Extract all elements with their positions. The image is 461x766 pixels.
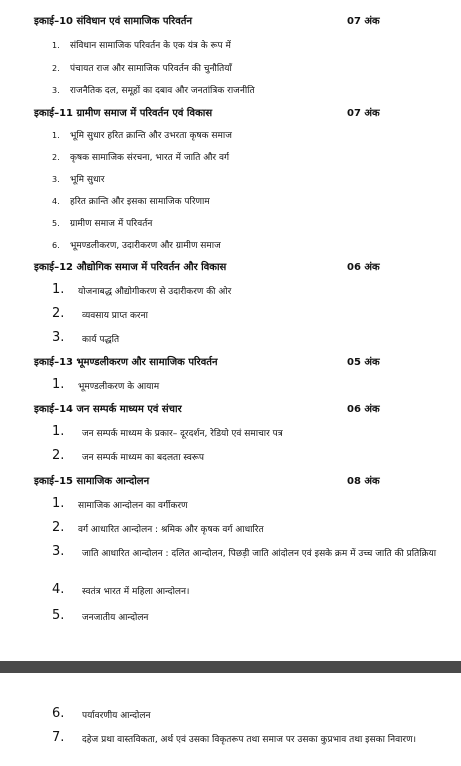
item-text: सामाजिक आन्दोलन का वर्गीकरण	[78, 501, 188, 511]
syllabus-page-continued	[0, 680, 461, 766]
item-text: भूमि सुधार हरित क्रान्ति और उभरता कृषक समाज	[70, 131, 232, 141]
item-number: 1.	[52, 41, 60, 50]
list-item	[52, 174, 442, 186]
item-number: 2.	[52, 448, 65, 463]
item-number: 1.	[52, 424, 65, 439]
list-item	[52, 377, 442, 393]
unit-marks: 06 अंक	[347, 404, 380, 415]
page-separator	[0, 661, 461, 673]
item-text: हरित क्रान्ति और इसका सामाजिक परिणाम	[70, 197, 210, 207]
item-text: जन सम्पर्क माध्यम के प्रकार– दूरदर्शन, रेडियो एवं समाचार पत्र	[82, 429, 283, 439]
unit-marks: 05 अंक	[347, 357, 380, 368]
unit-marks: 08 अंक	[347, 476, 380, 487]
list-item	[52, 40, 442, 52]
unit-title: इकाई–13 भूमण्डलीकरण और सामाजिक परिवर्तन	[34, 357, 218, 368]
item-number: 1.	[52, 282, 65, 297]
list-item	[52, 730, 442, 746]
item-text: पर्यावरणीय आन्दोलन	[82, 711, 151, 721]
unit-title: इकाई–12 औद्योगिक समाज में परिवर्तन और विकास	[34, 262, 227, 273]
item-text: भूमण्डलीकरण, उदारीकरण और ग्रामीण समाज	[70, 241, 221, 251]
list-item	[52, 63, 442, 75]
item-text: योजनाबद्ध औद्योगीकरण से उदारीकरण की ओर	[78, 287, 232, 297]
item-text: कार्य पद्धति	[82, 335, 120, 345]
unit-heading	[34, 262, 454, 274]
unit-marks: 06 अंक	[347, 262, 380, 273]
item-number: 2.	[52, 64, 60, 73]
item-number: 6.	[52, 706, 65, 721]
list-item	[52, 608, 442, 624]
unit-heading	[34, 357, 454, 369]
item-text: भूमि सुधार	[70, 175, 105, 185]
item-number: 1.	[52, 131, 60, 140]
item-text: संविधान सामाजिक परिवर्तन के एक यंत्र के रूप में	[70, 41, 231, 51]
item-number: 3.	[52, 330, 65, 345]
item-text: वर्ग आधारित आन्दोलन : श्रमिक और कृषक वर्ग आधारित	[78, 525, 264, 535]
list-item	[52, 306, 442, 322]
list-item	[52, 130, 442, 142]
unit-title: इकाई–14 जन सम्पर्क माध्यम एवं संचार	[34, 404, 182, 415]
item-text: जन सम्पर्क माध्यम का बदलता स्वरूप	[82, 453, 204, 463]
item-number: 1.	[52, 377, 65, 392]
list-item	[52, 282, 442, 298]
list-item	[52, 544, 442, 560]
list-item	[52, 240, 442, 252]
item-text: स्वतंत्र भारत में महिला आन्दोलन।	[82, 587, 190, 597]
item-number: 3.	[52, 175, 60, 184]
item-number: 2.	[52, 153, 60, 162]
unit-heading	[34, 476, 454, 488]
item-number: 5.	[52, 219, 60, 228]
item-number: 7.	[52, 730, 65, 745]
unit-title: इकाई–15 सामाजिक आन्दोलन	[34, 476, 150, 487]
item-text: दहेज प्रथा वास्तविकता, अर्थ एवं उसका विकृतरूप तथा समाज पर उसका कुप्रभाव तथा इसका निवारण।	[82, 735, 417, 745]
list-item	[52, 85, 442, 97]
item-text: जनजातीय आन्दोलन	[82, 613, 149, 623]
item-text: व्यवसाय प्राप्त करना	[82, 311, 148, 321]
unit-title: इकाई–11 ग्रामीण समाज में परिवर्तन एवं विकास	[34, 108, 213, 119]
item-text: भूमण्डलीकरण के आयाम	[78, 382, 160, 392]
list-item	[52, 424, 442, 440]
item-number: 4.	[52, 582, 65, 597]
list-item	[52, 496, 442, 512]
list-item	[52, 196, 442, 208]
item-text: कृषक सामाजिक संरचना, भारत में जाति और वर्ग	[70, 153, 230, 163]
item-text: जाति आधारित आन्दोलन : दलित आन्दोलन, पिछड़ी जाति आंदोलन एवं इसके क्रम में उच्च जाति की प्रतिक्रिया	[82, 549, 437, 559]
item-number: 1.	[52, 496, 65, 511]
unit-marks: 07 अंक	[347, 108, 380, 119]
item-number: 3.	[52, 544, 65, 559]
list-item	[52, 706, 442, 722]
unit-heading	[34, 16, 454, 28]
unit-heading	[34, 404, 454, 416]
list-item	[52, 152, 442, 164]
item-number: 5.	[52, 608, 65, 623]
unit-heading	[34, 108, 454, 120]
item-number: 6.	[52, 241, 60, 250]
unit-title: इकाई–10 संविधान एवं सामाजिक परिवर्तन	[34, 16, 193, 27]
item-text: पंचायत राज और सामाजिक परिवर्तन की चुनौतियाँ	[70, 64, 232, 74]
unit-marks: 07 अंक	[347, 16, 380, 27]
list-item	[52, 520, 442, 536]
list-item	[52, 448, 442, 464]
list-item	[52, 582, 442, 598]
item-number: 4.	[52, 197, 60, 206]
item-number: 3.	[52, 86, 60, 95]
item-number: 2.	[52, 306, 65, 321]
list-item	[52, 330, 442, 346]
item-text: ग्रामीण समाज में परिवर्तन	[70, 219, 153, 229]
item-text: राजनैतिक दल, समूहों का दबाव और जनतांत्रिक राजनीति	[70, 86, 255, 96]
item-number: 2.	[52, 520, 65, 535]
list-item	[52, 218, 442, 230]
